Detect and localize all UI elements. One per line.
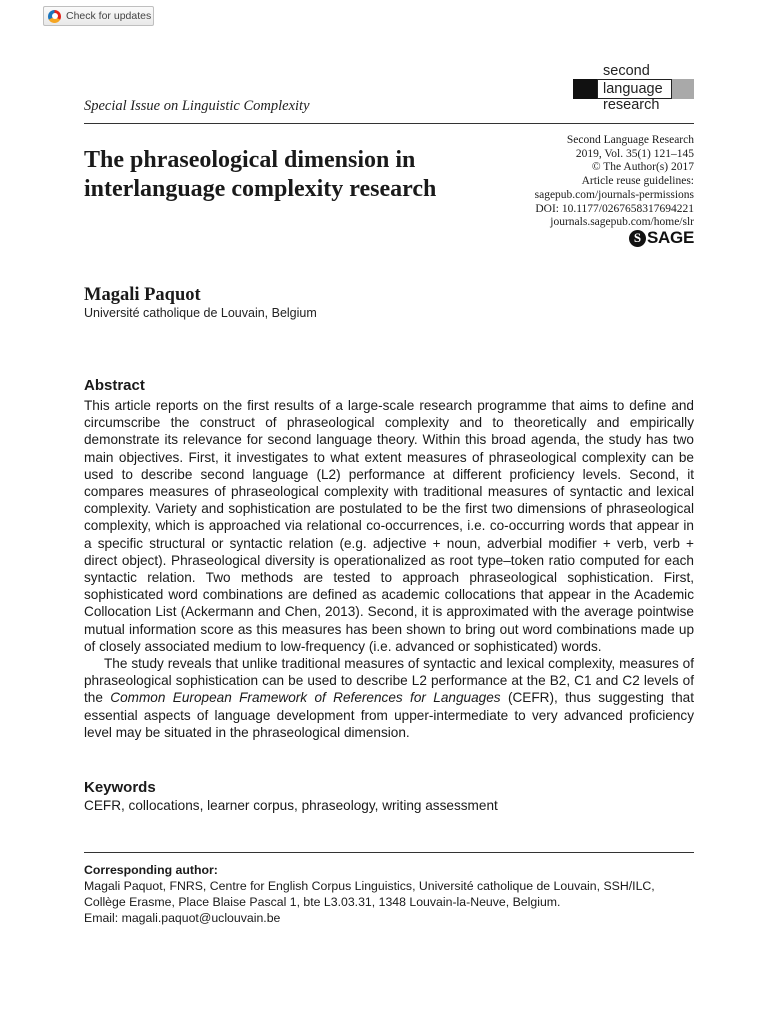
- journal-logo-box: [597, 79, 672, 99]
- author-name: Magali Paquot: [84, 285, 201, 305]
- header-divider: [84, 123, 694, 124]
- permissions-link[interactable]: sagepub.com/journals-permissions: [534, 188, 694, 201]
- check-for-updates-label: Check for updates: [66, 10, 152, 22]
- journal-homepage-link[interactable]: journals.sagepub.com/home/slr: [550, 216, 694, 229]
- abstract-p2-text-start: The study reveals that unlike traditional measures of syntactic and lexical complexity, measures of phraseological sophistication can be used to describe L2 performance at the B2, C1 and C2 levels of the: [84, 656, 694, 706]
- journal-logo-black-block: [573, 79, 597, 99]
- email-prefix: Email:: [84, 911, 122, 926]
- corresponding-author-label: Corresponding author:: [84, 863, 218, 877]
- abstract-p2-text-end: (CEFR), thus suggesting that essential aspects of language development from upper-intermediate to very advanced proficiency level may be situated in the phraseological dimension.: [84, 690, 695, 740]
- sage-logo[interactable]: [629, 228, 694, 248]
- reuse-guidelines-label: Article reuse guidelines:: [581, 175, 694, 188]
- journal-logo-grey-block: [672, 79, 694, 99]
- special-issue-label: Special Issue on Linguistic Complexity: [84, 98, 310, 114]
- abstract-heading: Abstract: [84, 377, 145, 394]
- corresponding-email-line: [84, 910, 694, 926]
- cefr-full-title: Common European Framework of References for Languages: [110, 690, 501, 706]
- sage-wordmark: SAGE: [647, 228, 694, 247]
- author-affiliation: Université catholique de Louvain, Belgium: [84, 306, 317, 320]
- journal-name: Second Language Research: [566, 134, 694, 146]
- corresponding-author-block: [84, 862, 694, 926]
- footnote-divider: [84, 852, 694, 853]
- abstract-paragraph-1: This article reports on the first results of a large-scale research programme that aims to define and circumscribe the construct of phraseological complexity and to theoretically and empirically demonstrate its relevance for second language theory. Within this broad agenda, the study has two main objectives. First, it investigates to what extent measures of phraseological complexity can be used to describe second language (L2) performance at different proficiency levels. Second, it compares measures of phraseological complexity with traditional measures of syntactic and lexical complexity. Variety and sophistication are postulated to be the first two dimensions of phraseological complexity, which is approached via relational co-occurrences, i.e. co-occurring words that appear in a specific structural or syntactic relation (e.g. adjective + noun, adverbial modifier + verb, verb + direct object). Phraseological diversity is operationalized as root type–token ratio computed for each syntactic relation. Two methods are tested to approach phraseological sophistication. First, sophisticated word combinations are defined as academic collocations that appear in the Academic Collocation List (Ackermann and Chen, 2013). Second, it is approximated with the average pointwise mutual information score as this measures has been shown to bring out word combinations made up of closely associated medium to low-frequency (i.e. advanced or sophisticated) words.: [84, 398, 694, 654]
- keywords-heading: Keywords: [84, 779, 156, 796]
- doi-link[interactable]: DOI: 10.1177/0267658317694221: [535, 202, 694, 215]
- corresponding-address-line-2: Collège Erasme, Place Blaise Pascal 1, bte L3.03.31, 1348 Louvain-la-Neuve, Belgium.: [84, 895, 561, 910]
- copyright: © The Author(s) 2017: [591, 161, 694, 174]
- publication-info: [535, 134, 694, 230]
- journal-logo-language: language: [603, 80, 663, 97]
- abstract-paragraph-2: [84, 655, 694, 741]
- email-link[interactable]: magali.paquot@uclouvain.be: [121, 911, 281, 926]
- journal-logo-research: research: [603, 97, 660, 113]
- crossmark-icon: [48, 10, 61, 23]
- journal-logo-second: second: [603, 63, 650, 79]
- volume-info: 2019, Vol. 35(1) 121–145: [575, 147, 694, 160]
- corresponding-address-line-1: Magali Paquot, FNRS, Centre for English Corpus Linguistics, Université catholique de Louvain, SSH/ILC,: [84, 879, 655, 894]
- abstract-body: [84, 397, 694, 741]
- article-title: The phraseological dimension in interlanguage complexity research: [84, 147, 437, 202]
- check-for-updates-button[interactable]: [43, 6, 154, 26]
- keywords-list: CEFR, collocations, learner corpus, phraseology, writing assessment: [84, 798, 498, 813]
- sage-s-icon: S: [629, 230, 646, 247]
